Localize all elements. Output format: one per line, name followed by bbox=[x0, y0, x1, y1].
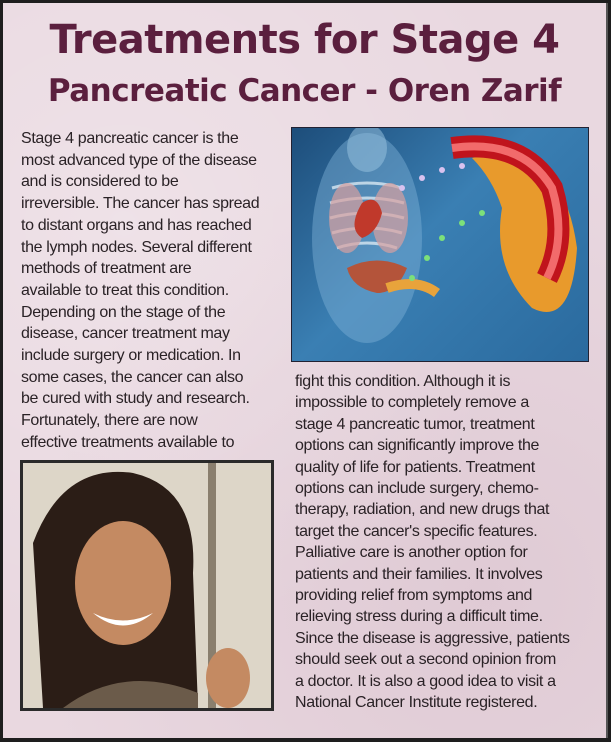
text-line: quality of life for patients. Treatment bbox=[295, 458, 535, 476]
text-line: fight this condition. Although it is bbox=[295, 373, 511, 390]
text-line: include surgery or medication. In bbox=[21, 347, 241, 365]
text-line: stage 4 pancreatic tumor, treatment bbox=[295, 415, 535, 433]
text-line: therapy, radiation, and new drugs that bbox=[295, 501, 550, 519]
text-line: a doctor. It is also a good idea to visit a bbox=[295, 672, 556, 690]
text-line: Since the disease is aggressive, patients bbox=[295, 629, 570, 647]
text-line: and is considered to be bbox=[21, 173, 179, 191]
title-line-1: Treatments for Stage 4 bbox=[49, 17, 560, 63]
text-line: methods of treatment are bbox=[21, 260, 192, 278]
text-line: irreversible. The cancer has spread bbox=[21, 195, 260, 213]
text-line: the lymph nodes. Several different bbox=[21, 238, 252, 256]
text-line: options can significantly improve the bbox=[295, 437, 540, 455]
text-line: patients and their families. It involves bbox=[295, 565, 543, 583]
text-line: disease, cancer treatment may bbox=[21, 325, 230, 343]
text-line: to distant organs and has reached bbox=[21, 216, 252, 234]
text-line: Fortunately, there are now bbox=[21, 412, 198, 430]
text-line: Stage 4 pancreatic cancer is the bbox=[21, 130, 239, 147]
text-line: Palliative care is another option for bbox=[295, 544, 528, 562]
text-line: be cured with study and research. bbox=[21, 390, 250, 408]
text-line: National Cancer Institute registered. bbox=[295, 694, 538, 712]
pancreas-anatomy-illustration bbox=[291, 127, 589, 362]
title-line-2: Pancreatic Cancer - Oren Zarif bbox=[47, 73, 562, 109]
text-line: relieving stress during a difficult time. bbox=[295, 608, 543, 626]
text-line: most advanced type of the disease bbox=[21, 151, 257, 169]
text-line: effective treatments available to bbox=[21, 433, 235, 451]
text-line: some cases, the cancer can also bbox=[21, 368, 244, 386]
text-line: providing relief from symptoms and bbox=[295, 587, 533, 605]
body-text-left bbox=[21, 128, 259, 454]
text-line: options can include surgery, chemo- bbox=[295, 480, 539, 498]
text-line: available to treat this condition. bbox=[21, 281, 229, 299]
text-line: impossible to completely remove a bbox=[295, 394, 529, 412]
portrait-photo bbox=[20, 460, 274, 711]
infographic-page bbox=[3, 3, 608, 738]
text-line: should seek out a second opinion from bbox=[295, 651, 557, 669]
text-line: Depending on the stage of the bbox=[21, 303, 226, 321]
body-text-right bbox=[295, 371, 570, 714]
text-line: target the cancer's specific features. bbox=[295, 522, 538, 540]
